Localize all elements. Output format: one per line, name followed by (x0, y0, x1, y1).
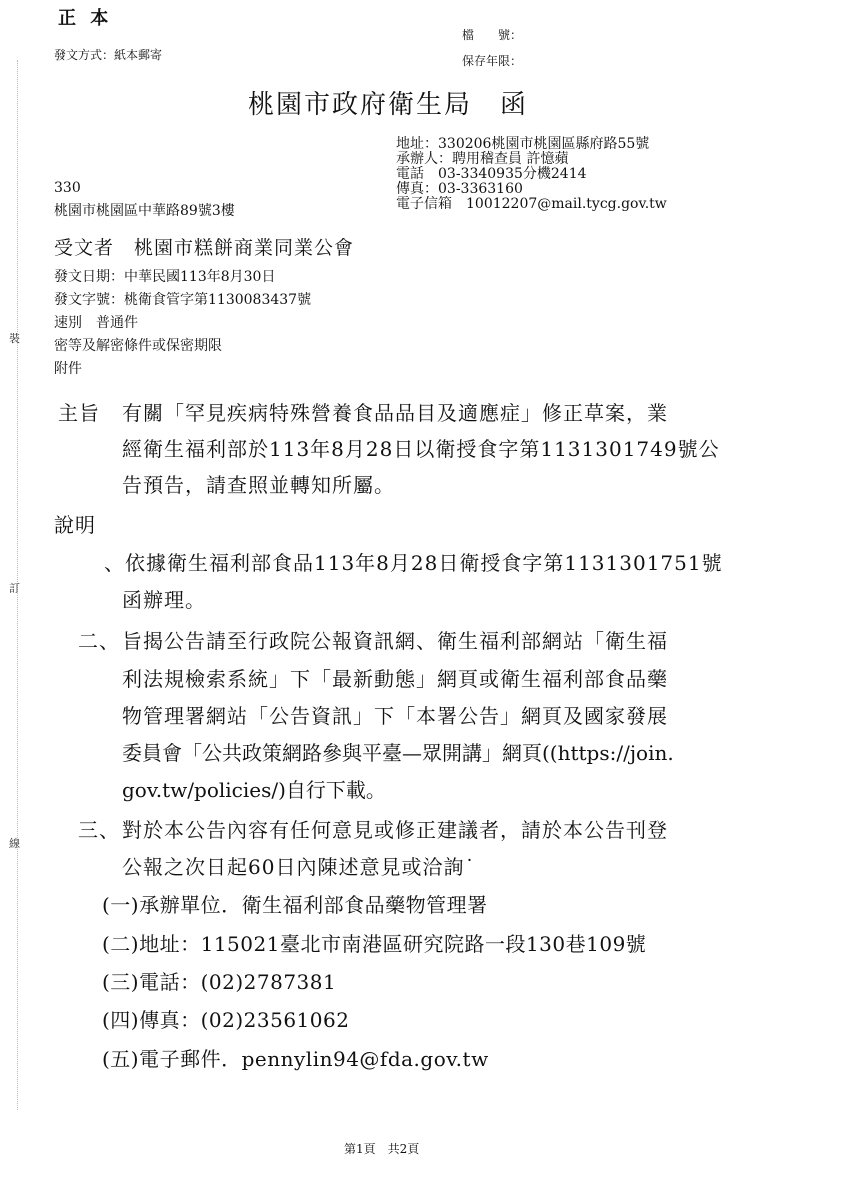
binding-mark-xian: 線 (9, 837, 20, 850)
sender-phone: 電話 03-3340935分機2414 (396, 166, 587, 182)
subject-line-1: 有關「罕見疾病特殊營養食品品目及適應症」修正草案，業 (122, 401, 668, 425)
explanation-item-3-number: 三、 (78, 818, 120, 842)
explanation-item-2-line-3: 物管理署網站「公告資訊」下「本署公告」網頁及國家發展 (122, 704, 668, 728)
speed-class: 速別 普通件 (54, 315, 138, 331)
contact-item-5: (五)電子郵件．pennylin94@fda.gov.tw (102, 1047, 489, 1071)
contact-item-4: (四)傳真：(02)23561062 (102, 1008, 350, 1032)
contact-item-3: (三)電話：(02)2787381 (102, 970, 337, 994)
explanation-label: 說明 (54, 513, 96, 537)
file-number-label: 檔 號： (462, 28, 523, 42)
explanation-item-3-line-1: 對於本公告內容有任何意見或修正建議者，請於本公告刊登 (122, 818, 668, 842)
document-meta (54, 266, 311, 381)
contact-item-1: (一)承辦單位．衛生福利部食品藥物管理署 (102, 893, 488, 917)
sender-fax: 傳真：03-3363160 (396, 181, 523, 197)
explanation-item-1-line-2: 函辦理。 (122, 588, 206, 612)
send-date: 發文日期：中華民國113年8月30日 (54, 269, 276, 285)
subject-line-3: 告預告，請查照並轉知所屬。 (122, 473, 395, 497)
contact-item-2: (二)地址：115021臺北市南港區研究院路一段130巷109號 (102, 932, 647, 956)
binding-mark-ding: 訂 (9, 582, 20, 595)
sender-handler: 承辦人：聘用稽查員 許憶蘋 (396, 151, 569, 167)
sender-email: 電子信箱 10012207@mail.tycg.gov.tw (396, 196, 667, 212)
binding-mark-zhuang: 裝 (9, 332, 20, 345)
recipient-postal-code: 330 (54, 180, 81, 196)
subject-label: 主旨 (58, 401, 100, 425)
explanation-item-2-number: 二、 (78, 629, 120, 653)
document-number: 發文字號：桃衛食管字第1130083437號 (54, 292, 312, 308)
copy-type-label: 正 本 (58, 8, 113, 29)
attachment-label: 附件 (54, 361, 82, 377)
explanation-item-2-line-4: 委員會「公共政策網路參與平臺—眾開講」網頁((https://join. (122, 741, 674, 765)
explanation-item-2-line-1: 旨揭公告請至行政院公報資訊網、衛生福利部網站「衛生福 (122, 629, 668, 653)
retention-period-label: 保存年限： (462, 54, 523, 68)
explanation-item-3-line-2: 公報之次日起60日內陳述意見或洽詢˙ (122, 855, 476, 879)
page-footer: 第1頁 共2頁 (344, 1142, 420, 1156)
secrecy-level: 密等及解密條件或保密期限 (54, 338, 222, 354)
recipient-line: 受文者 桃園市糕餅商業同業公會 (54, 237, 355, 259)
explanation-item-2-line-5: gov.tw/policies/)自行下載。 (122, 778, 386, 802)
send-method: 發文方式：紙本郵寄 (54, 48, 163, 62)
subject-line-2: 經衛生福利部於113年8月28日以衛授食字第1131301749號公 (122, 437, 720, 461)
sender-address: 地址：330206桃園市桃園區縣府路55號 (396, 136, 650, 152)
document-title: 桃園市政府衛生局 函 (248, 90, 529, 120)
explanation-item-2-line-2: 利法規檢索系統」下「最新動態」網頁或衛生福利部食品藥 (122, 667, 668, 691)
recipient-address: 桃園市桃園區中華路89號3樓 (54, 203, 235, 219)
sender-info-block (396, 137, 667, 212)
explanation-item-1-line-1: 、依據衛生福利部食品113年8月28日衛授食字第1131301751號 (104, 551, 723, 575)
